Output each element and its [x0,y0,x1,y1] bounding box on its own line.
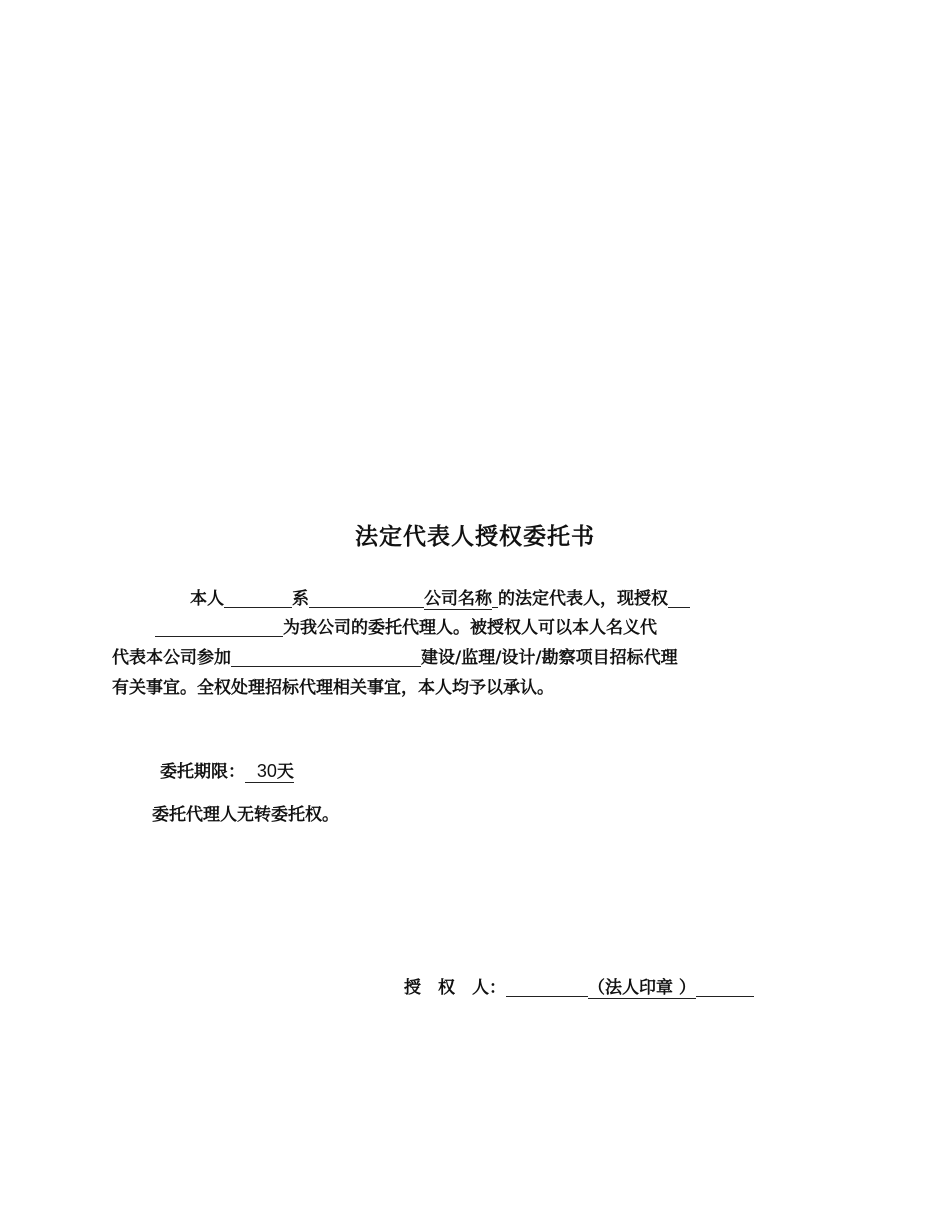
legal-seal-placeholder: （法人印章 ） [588,978,696,998]
term-label: 委托期限： [160,762,245,782]
company-name-blank [309,587,424,608]
text-segment: 建设/监理/设计/勘察项目招标代理 [421,648,678,668]
representative-name-blank [224,587,292,608]
paragraph-line-4 [112,676,554,700]
agent-name-blank-start [668,587,690,608]
text-segment: 本人 [190,589,224,609]
text-segment: 为我公司的委托代理人。被授权人可以本人名义代 [283,618,657,638]
text-segment: 系 [292,589,309,609]
text-segment: 有关事宜。全权处理招标代理相关事宜，本人均予以承认。 [112,678,554,698]
signature-blank-left [506,976,588,997]
project-name-blank [231,646,421,667]
text-segment: 的法定代表人，现授权 [498,589,668,609]
company-name-placeholder: 公司名称 [424,589,492,609]
no-subdelegation-line: 委托代理人无转委托权。 [152,805,339,825]
text-segment: 代表本公司参加 [112,648,231,668]
term-line [160,759,294,783]
signature-blank-right [696,976,754,997]
paragraph-line-3 [112,646,678,670]
signature-line [404,976,754,1000]
document-title: 法定代表人授权委托书 [355,524,595,550]
term-value: 30天 [245,762,294,783]
paragraph-line-1 [190,587,690,611]
signature-label: 授 权 人： [404,978,506,998]
agent-name-blank [155,616,283,637]
paragraph-line-2 [155,616,657,640]
